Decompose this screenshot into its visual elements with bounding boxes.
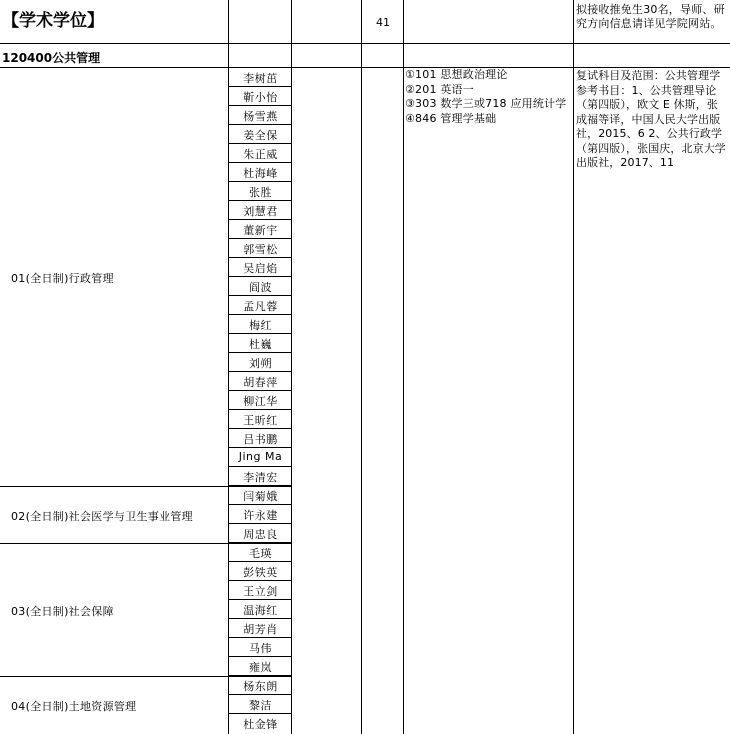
grid-line xyxy=(228,181,292,182)
teacher-name: 郭雪松 xyxy=(243,243,278,256)
grid-line xyxy=(361,0,362,734)
grid-line xyxy=(228,409,292,410)
teacher-name: 杜金锋 xyxy=(243,718,278,731)
grid-line xyxy=(0,67,730,68)
grid-line xyxy=(228,143,292,144)
direction-label: 02(全日制)社会医学与卫生事业管理 xyxy=(11,510,193,523)
direction-label: 03(全日制)社会保障 xyxy=(11,605,114,618)
teacher-name: 毛瑛 xyxy=(249,547,272,560)
grid-line xyxy=(228,618,292,619)
grid-line xyxy=(228,105,292,106)
teacher-name: 温海红 xyxy=(243,604,278,617)
teacher-name: 刘慧君 xyxy=(243,205,278,218)
teacher-name: 杜巍 xyxy=(249,338,272,351)
teacher-name: 柳江华 xyxy=(243,395,278,408)
grid-line xyxy=(0,543,292,544)
exam-subjects xyxy=(405,68,575,126)
teacher-name: 许永建 xyxy=(243,509,278,522)
teacher-name: 孟凡蓉 xyxy=(243,300,278,313)
teacher-name: Jing Ma xyxy=(238,450,283,463)
teacher-name: 王昕红 xyxy=(243,414,278,427)
teacher-name: 杜海峰 xyxy=(243,167,278,180)
teacher-name: 梅红 xyxy=(249,319,272,332)
grid-line xyxy=(228,257,292,258)
grid-line xyxy=(228,219,292,220)
grid-line xyxy=(228,713,292,714)
grid-line xyxy=(228,599,292,600)
grid-line xyxy=(228,542,292,543)
teacher-name: 吴启焰 xyxy=(243,262,278,275)
major-title: 120400公共管理 xyxy=(2,51,101,65)
grid-line xyxy=(228,656,292,657)
grid-line xyxy=(228,675,292,676)
grid-line xyxy=(228,561,292,562)
teacher-name: 杨东朗 xyxy=(243,680,278,693)
grid-line xyxy=(228,238,292,239)
teacher-name: 雍岚 xyxy=(249,661,272,674)
grid-line xyxy=(0,486,292,487)
grid-line xyxy=(228,124,292,125)
exam-subject: ③303 数学三或718 应用统计学 xyxy=(405,97,567,110)
teacher-name: 刘朔 xyxy=(249,357,272,370)
grid-line xyxy=(228,352,292,353)
teacher-name: 周忠良 xyxy=(243,528,278,541)
teacher-name: 姜全保 xyxy=(243,129,278,142)
exam-subject: ②201 英语一 xyxy=(405,82,474,96)
teacher-name: 靳小怡 xyxy=(243,91,278,104)
grid-line xyxy=(228,86,292,87)
teacher-name: 张胜 xyxy=(249,186,272,199)
grid-line xyxy=(228,276,292,277)
direction-label: 04(全日制)土地资源管理 xyxy=(11,700,137,713)
teacher-name: 李树茁 xyxy=(243,72,278,85)
grid-line xyxy=(228,428,292,429)
grid-line xyxy=(0,43,730,44)
grid-line xyxy=(228,390,292,391)
page-title: 【学术学位】 xyxy=(2,11,104,31)
grid-line xyxy=(228,580,292,581)
grid-line xyxy=(228,694,292,695)
teacher-name: 杨雪燕 xyxy=(243,110,278,123)
teacher-name: 董新宇 xyxy=(243,224,278,237)
enrollment-code: 41 xyxy=(376,16,390,29)
exam-subject: ①101 思想政治理论 xyxy=(405,68,508,81)
grid-line xyxy=(228,466,292,467)
grid-line xyxy=(228,523,292,524)
grid-line xyxy=(228,333,292,334)
grid-line xyxy=(228,295,292,296)
teacher-name: 吕书鹏 xyxy=(243,433,278,446)
direction-label: 01(全日制)行政管理 xyxy=(11,272,114,285)
teacher-name: 闫菊娥 xyxy=(243,490,278,503)
teacher-name: 黎洁 xyxy=(249,699,272,712)
grid-line xyxy=(228,162,292,163)
grid-line xyxy=(228,504,292,505)
grid-line xyxy=(228,637,292,638)
grid-line xyxy=(291,0,292,734)
grid-line xyxy=(228,200,292,201)
teacher-name: 王立剑 xyxy=(243,585,278,598)
grid-line xyxy=(228,447,292,448)
reference-books: 复试科目及范围：公共管理学参考书目：1、公共管理导论（第四版），欧文 E 休斯，张成福等译，中国人民大学出版社，2015、6 2、公共行政学（第四版），张国庆，北京大学出版社，2017、11 xyxy=(576,69,726,169)
teacher-name: 胡春萍 xyxy=(243,376,278,389)
teacher-name: 阎波 xyxy=(249,281,272,294)
teacher-name: 朱正威 xyxy=(243,148,278,161)
teacher-name: 李清宏 xyxy=(243,471,278,484)
teacher-name: 胡芳肖 xyxy=(243,623,278,636)
grid-line xyxy=(0,676,292,677)
teacher-name: 马伟 xyxy=(249,642,272,655)
grid-line xyxy=(228,485,292,486)
grid-line xyxy=(403,0,404,734)
header-note: 拟接收推免生30名，导师、研究方向信息请详见学院网站。 xyxy=(576,3,725,30)
grid-line xyxy=(228,314,292,315)
grid-line xyxy=(228,371,292,372)
exam-subject: ④846 管理学基础 xyxy=(405,111,497,125)
grid-line xyxy=(228,0,229,734)
teacher-name: 彭铁英 xyxy=(243,566,278,579)
